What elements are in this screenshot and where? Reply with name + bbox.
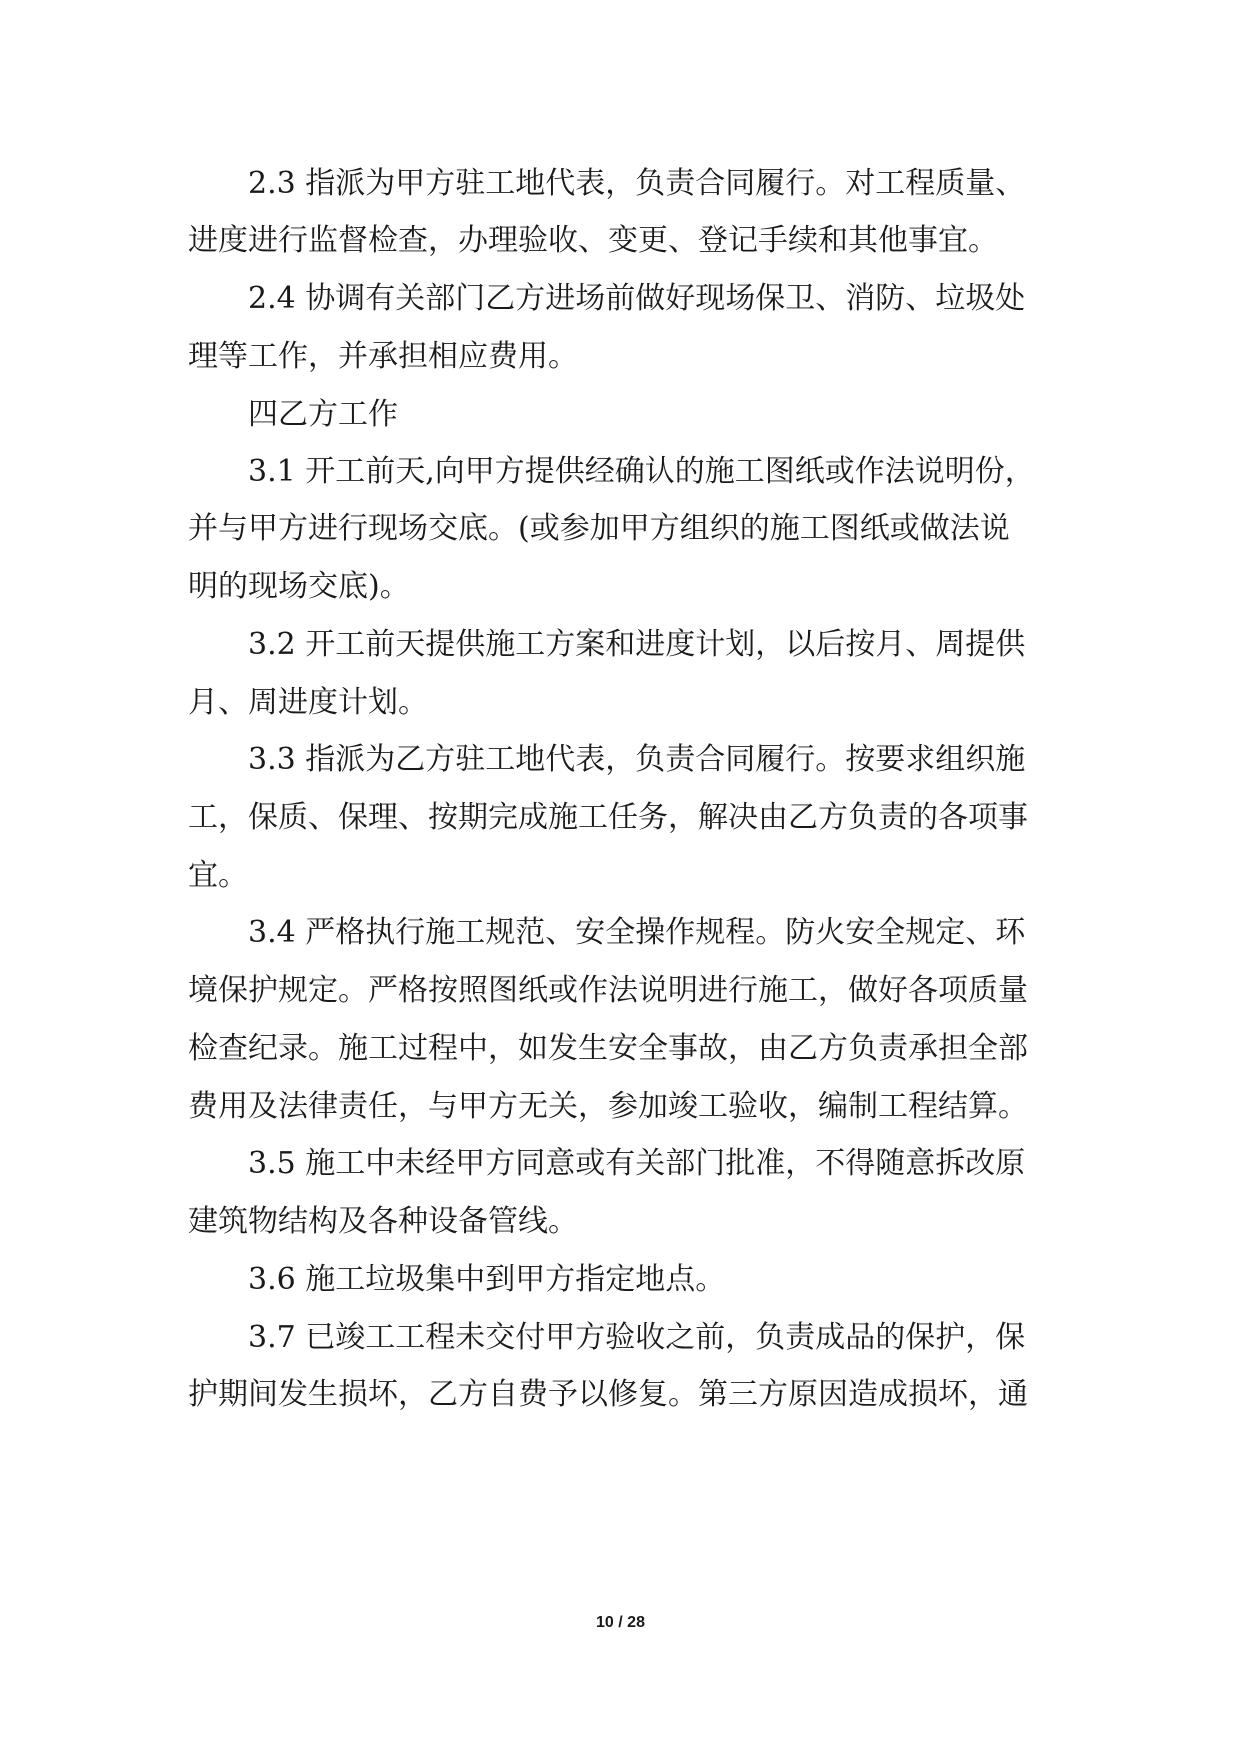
- paragraph-line: 护期间发生损坏，乙方自费予以修复。第三方原因造成损坏，通: [188, 1377, 1028, 1412]
- paragraph-line: 进度进行监督检查，办理验收、变更、登记手续和其他事宜。: [188, 223, 998, 258]
- paragraph-line: 境保护规定。严格按照图纸或作法说明进行施工，做好各项质量: [188, 973, 1028, 1008]
- paragraph-line: 检查纪录。施工过程中，如发生安全事故，由乙方负责承担全部: [188, 1031, 1028, 1066]
- paragraph-line: 费用及法律责任，与甲方无关，参加竣工验收，编制工程结算。: [188, 1089, 1028, 1124]
- paragraph-line: 3.2 开工前天提供施工方案和进度计划，以后按月、周提供: [248, 627, 1026, 662]
- paragraph-line: 2.3 指派为甲方驻工地代表，负责合同履行。对工程质量、: [248, 166, 1026, 201]
- paragraph-line: 并与甲方进行现场交底。(或参加甲方组织的施工图纸或做法说: [188, 511, 1010, 546]
- paragraph-line: 3.3 指派为乙方驻工地代表，负责合同履行。按要求组织施: [248, 742, 1026, 777]
- paragraph-line: 3.5 施工中未经甲方同意或有关部门批准，不得随意拆改原: [248, 1146, 1026, 1181]
- paragraph-line: 明的现场交底)。: [188, 569, 410, 604]
- paragraph-line: 3.1 开工前天,向甲方提供经确认的施工图纸或作法说明份，: [248, 454, 1035, 489]
- page-number: 10 / 28: [596, 1614, 645, 1631]
- section-heading: 四乙方工作: [248, 397, 398, 432]
- paragraph-line: 理等工作，并承担相应费用。: [188, 339, 578, 374]
- paragraph-line: 3.7 已竣工工程未交付甲方验收之前，负责成品的保护，保: [248, 1320, 1026, 1355]
- paragraph-line: 建筑物结构及各种设备管线。: [188, 1204, 578, 1239]
- paragraph-line: 宜。: [188, 858, 248, 893]
- paragraph-line: 月、周进度计划。: [188, 685, 428, 720]
- paragraph-line: 2.4 协调有关部门乙方进场前做好现场保卫、消防、垃圾处: [248, 281, 1026, 316]
- paragraph-line: 3.6 施工垃圾集中到甲方指定地点。: [248, 1262, 726, 1297]
- paragraph-line: 3.4 严格执行施工规范、安全操作规程。防火安全规定、环: [248, 915, 1026, 950]
- paragraph-line: 工，保质、保理、按期完成施工任务，解决由乙方负责的各项事: [188, 800, 1028, 835]
